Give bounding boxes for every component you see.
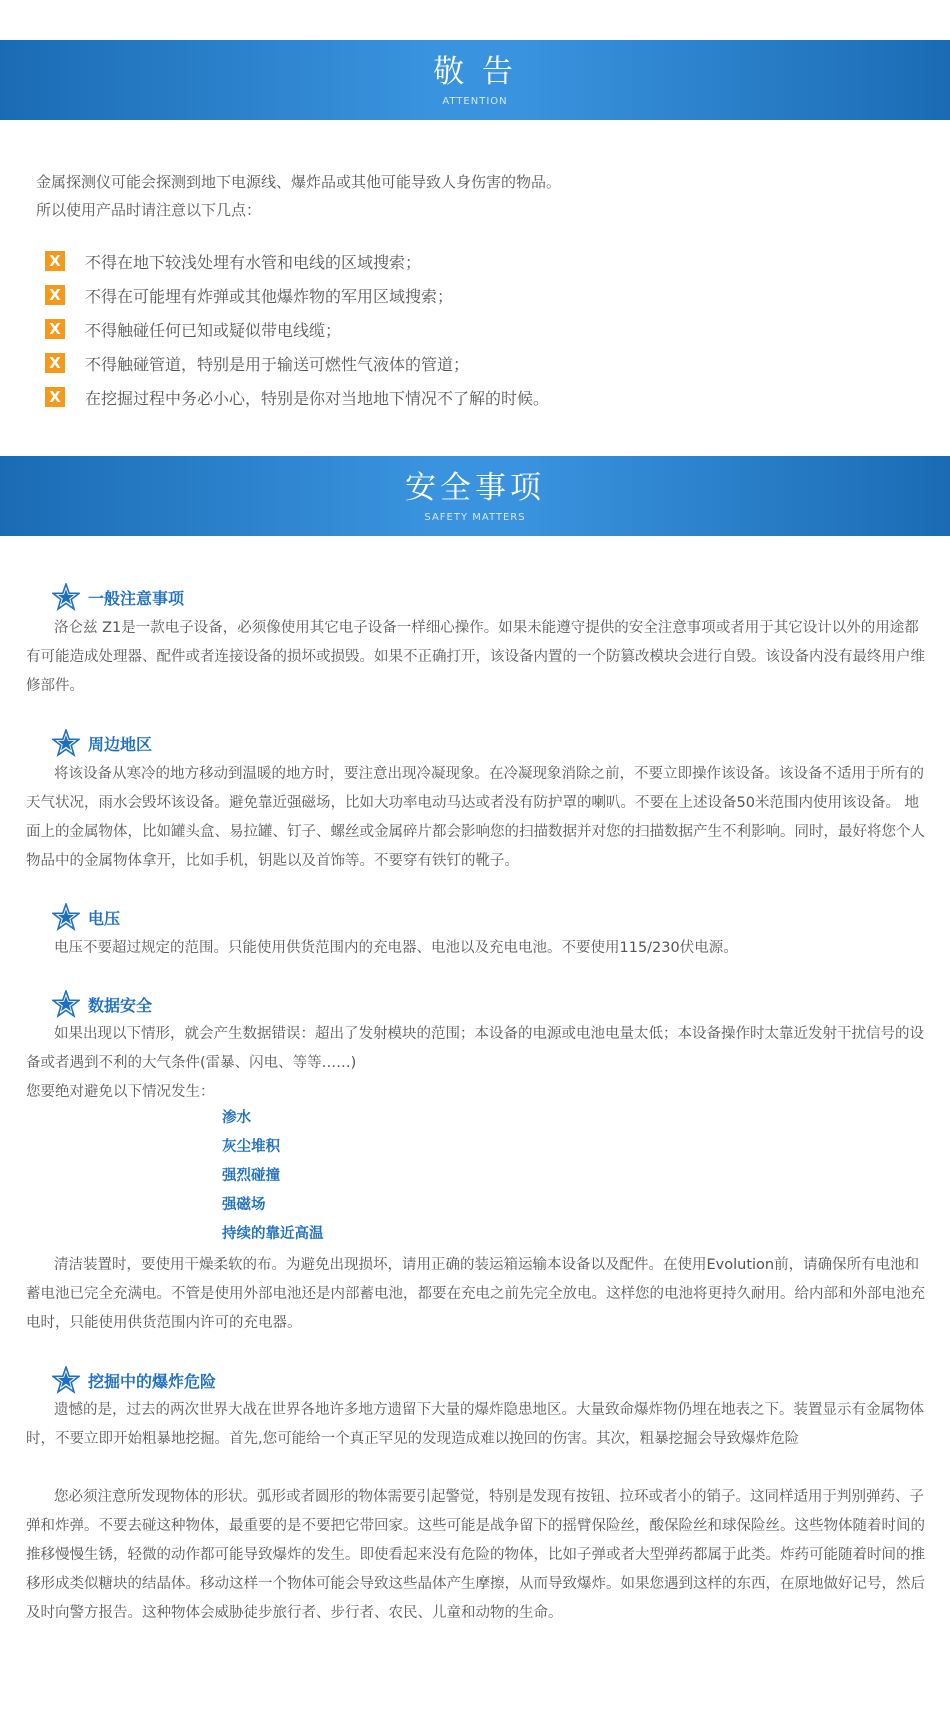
hazard-item: 强磁场 [222,1197,266,1213]
section-heading-general [52,582,184,612]
section-heading-explosion [52,1365,216,1395]
attention-intro-line1: 金属探测仪可能会探测到地下电源线、爆炸品或其他可能导致人身伤害的物品。 [36,173,562,191]
warning-item [45,278,549,312]
hazard-item: 持续的靠近高温 [222,1226,324,1242]
hazard-item: 渗水 [222,1110,251,1126]
star-icon [52,583,80,611]
x-mark-icon: X [45,353,65,373]
x-mark-icon: X [45,285,65,305]
general-text: 洛仑兹 Z1是一款电子设备，必须像使用其它电子设备一样细心操作。如果未能遵守提供的安全注意事项或者用于其它设计以外的用途都有可能造成处理器、配件或者连接设备的损坏或损毁。如果不正确打开，该设备内置的一个防篡改模块会进行自毁。该设备内没有最终用户维修部件。 [26,620,925,694]
warning-item-text: 不得触碰任何已知或疑似带电线缆； [85,320,342,340]
attention-subtitle: ATTENTION [442,96,508,107]
hazard-item: 强烈碰撞 [222,1168,280,1184]
data-safety-text: 如果出现以下情形，就会产生数据错误：超出了发射模块的范围；本设备的电源或电池电量太低；本设备操作时太靠近发射干扰信号的设备或者遇到不利的大气条件(雷暴、闪电、等等……) [26,1026,924,1071]
x-mark-icon: X [45,387,65,407]
hazard-item: 灰尘堆积 [222,1139,280,1155]
safety-subtitle: SAFETY MATTERS [424,512,526,523]
hazard-list [222,1104,324,1249]
section-title: 挖掘中的爆炸危险 [88,1371,217,1391]
attention-banner [0,40,950,120]
warning-item [45,312,549,346]
star-icon [52,1366,80,1394]
surroundings-text: 将该设备从寒冷的地方移动到温暖的地方时，要注意出现冷凝现象。在冷凝现象消除之前，不要立即操作该设备。该设备不适用于所有的天气状况，雨水会毁坏该设备。避免靠近强磁场，比如大功率电动马达或者没有防护罩的喇叭。不要在上述设备50米范围内使用该设备。 地面上的金属物体，比如罐头盒、易拉罐、钉子、螺丝或金属碎片都会影响您的扫描数据并对您的扫描数据产生不利影响。同时，最好将您个人物品中的金属物体拿开，比如手机，钥匙以及首饰等。不要穿有铁钉的靴子。 [26,766,925,869]
section-title: 一般注意事项 [88,588,185,608]
x-mark-icon: X [45,319,65,339]
star-icon [52,990,80,1018]
attention-title: 敬 告 [433,54,517,90]
cleaning-text: 清洁装置时，要使用干燥柔软的布。为避免出现损坏，请用正确的装运箱运输本设备以及配件。在使用Evolution前，请确保所有电池和蓄电池已完全充满电。不管是使用外部电池还是内部蓄电池，都要在充电之前先完全放电。这样您的电池将更持久耐用。给内部和外部电池充电时，只能使用供货范围内许可的充电器。 [26,1257,925,1331]
attention-intro-line2: 所以使用产品时请注意以下几点： [36,201,262,219]
star-icon [52,729,80,757]
warning-item [45,244,549,278]
section-title: 电压 [88,908,121,928]
warning-item-text: 不得触碰管道，特别是用于输送可燃性气液体的管道； [85,354,470,374]
explosion-text-2: 您必须注意所发现物体的形状。弧形或者圆形的物体需要引起警觉，特别是发现有按钮、拉环或者小的销子。这同样适用于判别弹药、子弹和炸弹。不要去碰这种物体，最重要的是不要把它带回家。这些可能是战争留下的摇臂保险丝，酸保险丝和球保险丝。这些物体随着时间的推移慢慢生锈，轻微的动作都可能导致爆炸的发生。即使看起来没有危险的物体，比如子弹或者大型弹药都属于此类。炸药可能随着时间的推移形成类似糖块的结晶体。移动这样一个物体可能会导致这些晶体产生摩擦，从而导致爆炸。如果您遇到这样的东西，在原地做好记号，然后及时向警方报告。这种物体会威胁徒步旅行者、步行者、农民、儿童和动物的生命。 [26,1489,925,1621]
safety-banner [0,456,950,536]
safety-title: 安全事项 [405,470,545,506]
section-heading-voltage [52,902,120,932]
voltage-text: 电压不要超过规定的范围。只能使用供货范围内的充电器、电池以及充电电池。不要使用115/230伏电源。 [54,940,738,956]
warning-item-text: 不得在可能埋有炸弹或其他爆炸物的军用区域搜索； [85,286,454,306]
x-mark-icon: X [45,251,65,271]
warning-item-text: 在挖掘过程中务必小心，特别是你对当地地下情况不了解的时候。 [85,388,550,408]
warning-item [45,380,549,414]
section-title: 数据安全 [88,995,153,1015]
avoid-label: 您要绝对避免以下情况发生： [26,1084,215,1100]
section-heading-surroundings [52,728,152,758]
warning-list [45,244,549,414]
section-title: 周边地区 [88,734,153,754]
warning-item-text: 不得在地下较浅处埋有水管和电线的区域搜索； [85,252,422,272]
explosion-text-1: 遗憾的是，过去的两次世界大战在世界各地许多地方遗留下大量的爆炸隐患地区。大量致命爆炸物仍埋在地表之下。装置显示有金属物体时，不要立即开始粗暴地挖掘。首先,您可能给一个真正罕见的发现造成难以挽回的伤害。其次，粗暴挖掘会导致爆炸危险 [26,1402,924,1447]
star-icon [52,903,80,931]
warning-item [45,346,549,380]
section-heading-data-safety [52,989,152,1019]
